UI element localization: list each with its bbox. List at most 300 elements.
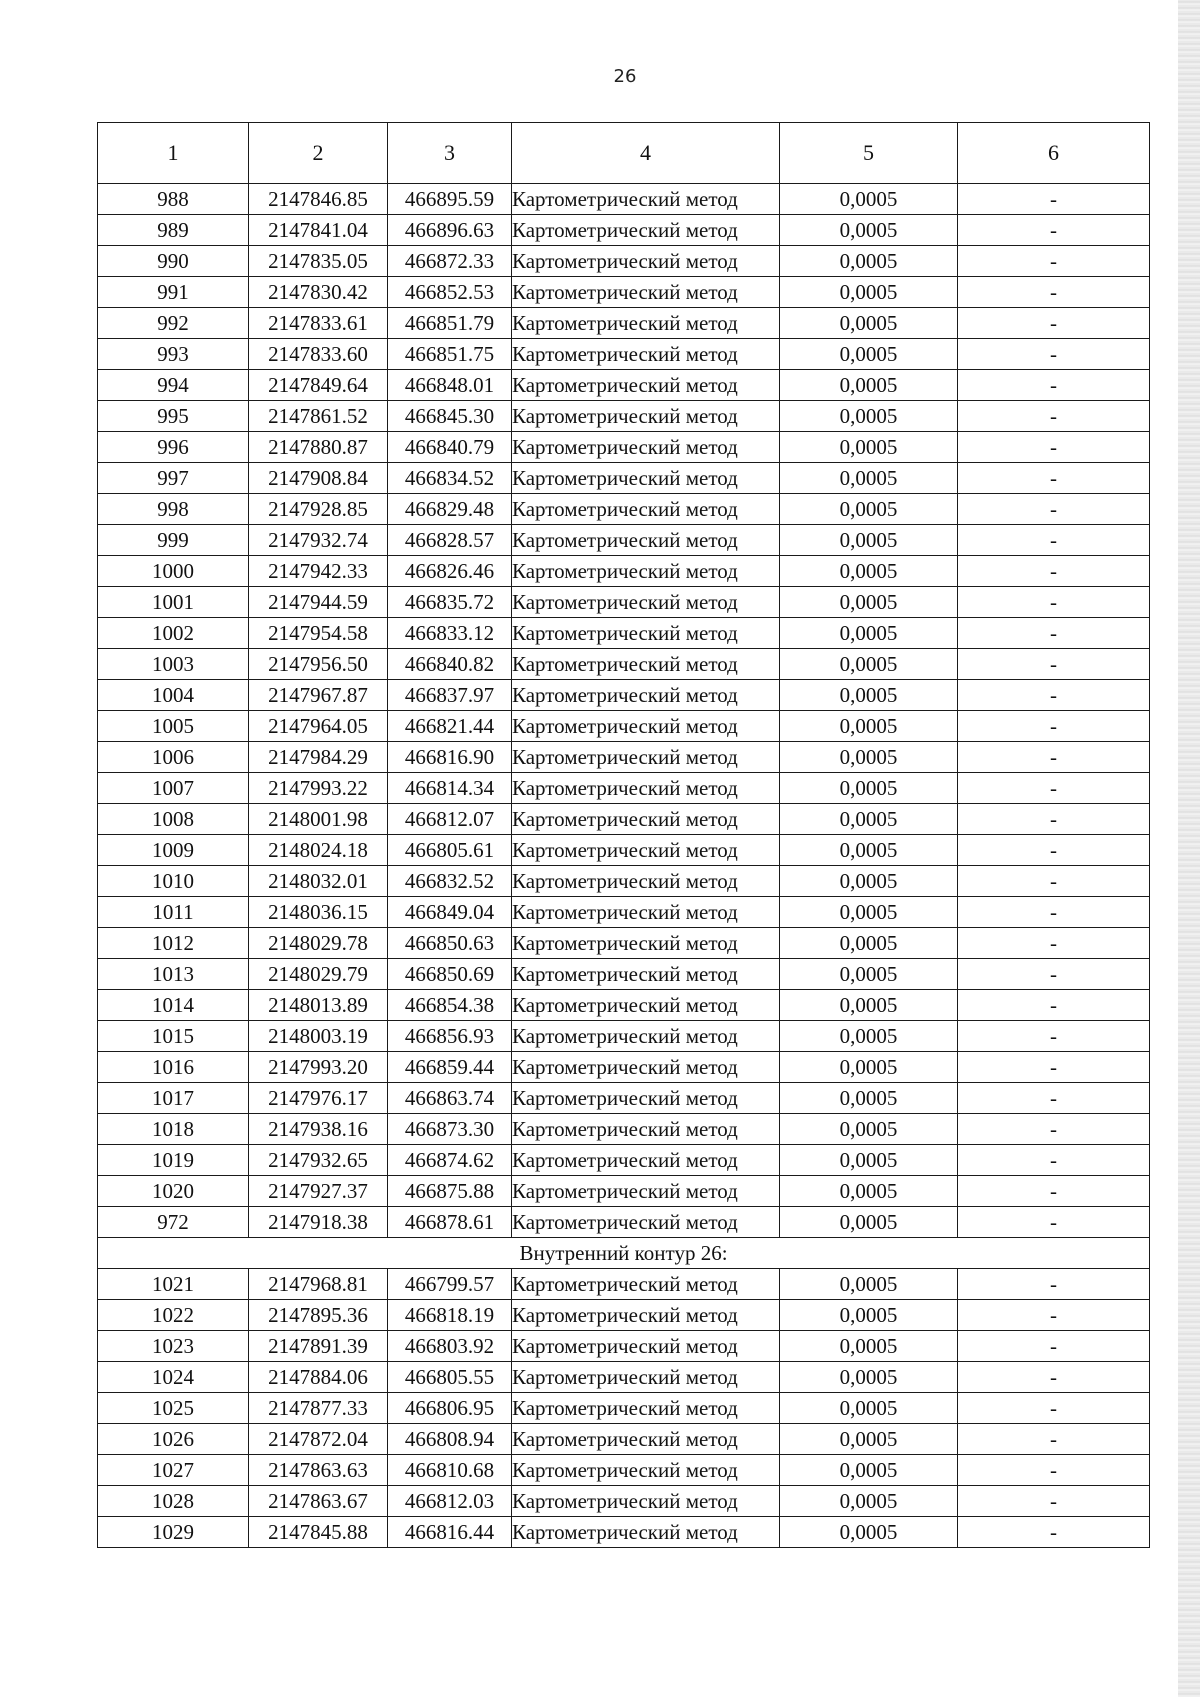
note-cell: - (958, 1114, 1150, 1145)
table-row (98, 773, 1150, 804)
point-number-cell: 991 (98, 277, 249, 308)
coord-y-cell: 466896.63 (388, 215, 512, 246)
coord-y-cell: 466832.52 (388, 866, 512, 897)
method-cell: Картометрический метод (512, 897, 780, 928)
method-cell: Картометрический метод (512, 1455, 780, 1486)
coord-y-cell: 466856.93 (388, 1021, 512, 1052)
header-col-6: 6 (958, 123, 1150, 184)
table-row (98, 1517, 1150, 1548)
accuracy-cell: 0,0005 (780, 866, 958, 897)
coord-y-cell: 466812.03 (388, 1486, 512, 1517)
point-number-cell: 1006 (98, 742, 249, 773)
note-cell: - (958, 1393, 1150, 1424)
coord-x-cell: 2147884.06 (249, 1362, 388, 1393)
coord-y-cell: 466806.95 (388, 1393, 512, 1424)
method-cell: Картометрический метод (512, 1083, 780, 1114)
point-number-cell: 993 (98, 339, 249, 370)
method-cell: Картометрический метод (512, 1145, 780, 1176)
table-row (98, 1269, 1150, 1300)
accuracy-cell: 0,0005 (780, 339, 958, 370)
note-cell: - (958, 1331, 1150, 1362)
method-cell: Картометрический метод (512, 649, 780, 680)
coord-y-cell: 466834.52 (388, 463, 512, 494)
inner-contour-rows (98, 1269, 1150, 1548)
note-cell: - (958, 835, 1150, 866)
table-row (98, 401, 1150, 432)
table-row (98, 1052, 1150, 1083)
coord-y-cell: 466828.57 (388, 525, 512, 556)
note-cell: - (958, 1424, 1150, 1455)
point-number-cell: 994 (98, 370, 249, 401)
point-number-cell: 1008 (98, 804, 249, 835)
method-cell: Картометрический метод (512, 804, 780, 835)
table-row (98, 618, 1150, 649)
method-cell: Картометрический метод (512, 432, 780, 463)
table-row (98, 1083, 1150, 1114)
table-row (98, 1331, 1150, 1362)
coord-y-cell: 466849.04 (388, 897, 512, 928)
coord-x-cell: 2147841.04 (249, 215, 388, 246)
method-cell: Картометрический метод (512, 835, 780, 866)
table-row (98, 587, 1150, 618)
method-cell: Картометрический метод (512, 587, 780, 618)
table-row (98, 1114, 1150, 1145)
point-number-cell: 1009 (98, 835, 249, 866)
accuracy-cell: 0,0005 (780, 215, 958, 246)
note-cell: - (958, 649, 1150, 680)
point-number-cell: 1012 (98, 928, 249, 959)
note-cell: - (958, 897, 1150, 928)
method-cell: Картометрический метод (512, 556, 780, 587)
method-cell: Картометрический метод (512, 928, 780, 959)
coord-x-cell: 2147932.65 (249, 1145, 388, 1176)
accuracy-cell: 0,0005 (780, 432, 958, 463)
coord-x-cell: 2147891.39 (249, 1331, 388, 1362)
method-cell: Картометрический метод (512, 1021, 780, 1052)
method-cell: Картометрический метод (512, 277, 780, 308)
accuracy-cell: 0,0005 (780, 1455, 958, 1486)
note-cell: - (958, 587, 1150, 618)
coord-y-cell: 466872.33 (388, 246, 512, 277)
method-cell: Картометрический метод (512, 463, 780, 494)
accuracy-cell: 0,0005 (780, 308, 958, 339)
accuracy-cell: 0,0005 (780, 1300, 958, 1331)
coord-x-cell: 2147918.38 (249, 1207, 388, 1238)
header-row (98, 123, 1150, 184)
header-col-2: 2 (249, 123, 388, 184)
accuracy-cell: 0,0005 (780, 494, 958, 525)
note-cell: - (958, 959, 1150, 990)
table-row (98, 711, 1150, 742)
method-cell: Картометрический метод (512, 246, 780, 277)
method-cell: Картометрический метод (512, 339, 780, 370)
accuracy-cell: 0,0005 (780, 401, 958, 432)
note-cell: - (958, 1052, 1150, 1083)
table-row (98, 1486, 1150, 1517)
note-cell: - (958, 432, 1150, 463)
table-row (98, 308, 1150, 339)
accuracy-cell: 0,0005 (780, 1114, 958, 1145)
coord-x-cell: 2148001.98 (249, 804, 388, 835)
table-row (98, 959, 1150, 990)
method-cell: Картометрический метод (512, 1114, 780, 1145)
coord-y-cell: 466810.68 (388, 1455, 512, 1486)
point-number-cell: 997 (98, 463, 249, 494)
accuracy-cell: 0,0005 (780, 1486, 958, 1517)
coord-x-cell: 2147928.85 (249, 494, 388, 525)
accuracy-cell: 0,0005 (780, 1269, 958, 1300)
point-number-cell: 988 (98, 184, 249, 215)
accuracy-cell: 0,0005 (780, 742, 958, 773)
point-number-cell: 1023 (98, 1331, 249, 1362)
coord-y-cell: 466812.07 (388, 804, 512, 835)
coord-y-cell: 466840.79 (388, 432, 512, 463)
note-cell: - (958, 618, 1150, 649)
table-row (98, 928, 1150, 959)
point-number-cell: 1017 (98, 1083, 249, 1114)
coord-x-cell: 2148032.01 (249, 866, 388, 897)
note-cell: - (958, 680, 1150, 711)
note-cell: - (958, 1021, 1150, 1052)
point-number-cell: 1026 (98, 1424, 249, 1455)
table-row (98, 1300, 1150, 1331)
accuracy-cell: 0,0005 (780, 1021, 958, 1052)
point-number-cell: 990 (98, 246, 249, 277)
accuracy-cell: 0,0005 (780, 1393, 958, 1424)
point-number-cell: 992 (98, 308, 249, 339)
table-row (98, 1207, 1150, 1238)
note-cell: - (958, 1486, 1150, 1517)
coord-y-cell: 466816.44 (388, 1517, 512, 1548)
table-row (98, 463, 1150, 494)
accuracy-cell: 0,0005 (780, 1331, 958, 1362)
note-cell: - (958, 339, 1150, 370)
coord-x-cell: 2147846.85 (249, 184, 388, 215)
coord-y-cell: 466854.38 (388, 990, 512, 1021)
table-row (98, 804, 1150, 835)
outer-contour-rows (98, 184, 1150, 1238)
coord-y-cell: 466814.34 (388, 773, 512, 804)
table-header (98, 123, 1150, 184)
note-cell: - (958, 184, 1150, 215)
method-cell: Картометрический метод (512, 401, 780, 432)
point-number-cell: 1025 (98, 1393, 249, 1424)
section-row (98, 1238, 1150, 1269)
note-cell: - (958, 1517, 1150, 1548)
coord-y-cell: 466863.74 (388, 1083, 512, 1114)
coord-x-cell: 2147993.20 (249, 1052, 388, 1083)
table-row (98, 277, 1150, 308)
method-cell: Картометрический метод (512, 1300, 780, 1331)
point-number-cell: 995 (98, 401, 249, 432)
point-number-cell: 1019 (98, 1145, 249, 1176)
table-row (98, 1021, 1150, 1052)
point-number-cell: 1014 (98, 990, 249, 1021)
header-col-1: 1 (98, 123, 249, 184)
point-number-cell: 972 (98, 1207, 249, 1238)
coord-x-cell: 2147964.05 (249, 711, 388, 742)
header-col-4: 4 (512, 123, 780, 184)
table-row (98, 246, 1150, 277)
header-col-5: 5 (780, 123, 958, 184)
table-row (98, 556, 1150, 587)
point-number-cell: 1020 (98, 1176, 249, 1207)
coord-y-cell: 466851.79 (388, 308, 512, 339)
method-cell: Картометрический метод (512, 959, 780, 990)
accuracy-cell: 0,0005 (780, 184, 958, 215)
point-number-cell: 1005 (98, 711, 249, 742)
scan-edge-strip (1178, 0, 1200, 1697)
point-number-cell: 1016 (98, 1052, 249, 1083)
note-cell: - (958, 1300, 1150, 1331)
note-cell: - (958, 401, 1150, 432)
point-number-cell: 1002 (98, 618, 249, 649)
note-cell: - (958, 1145, 1150, 1176)
note-cell: - (958, 1269, 1150, 1300)
point-number-cell: 1001 (98, 587, 249, 618)
method-cell: Картометрический метод (512, 711, 780, 742)
coord-y-cell: 466826.46 (388, 556, 512, 587)
table-row (98, 432, 1150, 463)
method-cell: Картометрический метод (512, 866, 780, 897)
accuracy-cell: 0,0005 (780, 1424, 958, 1455)
section-divider (98, 1238, 1150, 1269)
coordinates-table (97, 122, 1150, 1548)
table-row (98, 1176, 1150, 1207)
point-number-cell: 1011 (98, 897, 249, 928)
note-cell: - (958, 1455, 1150, 1486)
table-row (98, 866, 1150, 897)
coord-y-cell: 466850.69 (388, 959, 512, 990)
table-row (98, 1362, 1150, 1393)
coord-y-cell: 466805.55 (388, 1362, 512, 1393)
point-number-cell: 1027 (98, 1455, 249, 1486)
coord-x-cell: 2147984.29 (249, 742, 388, 773)
coord-x-cell: 2147833.61 (249, 308, 388, 339)
coord-y-cell: 466874.62 (388, 1145, 512, 1176)
coord-x-cell: 2147967.87 (249, 680, 388, 711)
coord-y-cell: 466821.44 (388, 711, 512, 742)
table-row (98, 742, 1150, 773)
note-cell: - (958, 1207, 1150, 1238)
coord-y-cell: 466895.59 (388, 184, 512, 215)
accuracy-cell: 0,0005 (780, 680, 958, 711)
note-cell: - (958, 308, 1150, 339)
coord-x-cell: 2147942.33 (249, 556, 388, 587)
coord-x-cell: 2147872.04 (249, 1424, 388, 1455)
method-cell: Картометрический метод (512, 618, 780, 649)
accuracy-cell: 0,0005 (780, 1052, 958, 1083)
accuracy-cell: 0,0005 (780, 649, 958, 680)
point-number-cell: 1013 (98, 959, 249, 990)
coord-x-cell: 2147908.84 (249, 463, 388, 494)
coord-x-cell: 2147845.88 (249, 1517, 388, 1548)
accuracy-cell: 0,0005 (780, 990, 958, 1021)
point-number-cell: 996 (98, 432, 249, 463)
table-row (98, 494, 1150, 525)
accuracy-cell: 0,0005 (780, 804, 958, 835)
coord-x-cell: 2147954.58 (249, 618, 388, 649)
note-cell: - (958, 246, 1150, 277)
note-cell: - (958, 773, 1150, 804)
coord-y-cell: 466840.82 (388, 649, 512, 680)
note-cell: - (958, 711, 1150, 742)
method-cell: Картометрический метод (512, 215, 780, 246)
accuracy-cell: 0,0005 (780, 463, 958, 494)
table-row (98, 1455, 1150, 1486)
coord-x-cell: 2147968.81 (249, 1269, 388, 1300)
coord-y-cell: 466818.19 (388, 1300, 512, 1331)
coord-x-cell: 2147927.37 (249, 1176, 388, 1207)
method-cell: Картометрический метод (512, 370, 780, 401)
table-row (98, 370, 1150, 401)
table-row (98, 649, 1150, 680)
point-number-cell: 1015 (98, 1021, 249, 1052)
note-cell: - (958, 277, 1150, 308)
header-col-3: 3 (388, 123, 512, 184)
point-number-cell: 999 (98, 525, 249, 556)
table-row (98, 525, 1150, 556)
coord-y-cell: 466799.57 (388, 1269, 512, 1300)
accuracy-cell: 0,0005 (780, 835, 958, 866)
point-number-cell: 1024 (98, 1362, 249, 1393)
coord-y-cell: 466859.44 (388, 1052, 512, 1083)
coord-x-cell: 2147863.67 (249, 1486, 388, 1517)
note-cell: - (958, 1176, 1150, 1207)
accuracy-cell: 0,0005 (780, 897, 958, 928)
note-cell: - (958, 866, 1150, 897)
coord-y-cell: 466852.53 (388, 277, 512, 308)
method-cell: Картометрический метод (512, 1052, 780, 1083)
coord-x-cell: 2148013.89 (249, 990, 388, 1021)
coord-x-cell: 2147880.87 (249, 432, 388, 463)
note-cell: - (958, 742, 1150, 773)
table-row (98, 835, 1150, 866)
coord-y-cell: 466803.92 (388, 1331, 512, 1362)
accuracy-cell: 0,0005 (780, 1207, 958, 1238)
note-cell: - (958, 494, 1150, 525)
coord-x-cell: 2147976.17 (249, 1083, 388, 1114)
accuracy-cell: 0,0005 (780, 773, 958, 804)
coord-x-cell: 2147863.63 (249, 1455, 388, 1486)
method-cell: Картометрический метод (512, 1331, 780, 1362)
coord-y-cell: 466848.01 (388, 370, 512, 401)
coord-x-cell: 2147861.52 (249, 401, 388, 432)
point-number-cell: 1021 (98, 1269, 249, 1300)
method-cell: Картометрический метод (512, 525, 780, 556)
note-cell: - (958, 525, 1150, 556)
method-cell: Картометрический метод (512, 1424, 780, 1455)
coord-y-cell: 466873.30 (388, 1114, 512, 1145)
coord-y-cell: 466816.90 (388, 742, 512, 773)
point-number-cell: 1028 (98, 1486, 249, 1517)
note-cell: - (958, 1362, 1150, 1393)
table-row (98, 215, 1150, 246)
coord-x-cell: 2147835.05 (249, 246, 388, 277)
table-row (98, 1424, 1150, 1455)
table-row (98, 1393, 1150, 1424)
table-row (98, 184, 1150, 215)
table-row (98, 1145, 1150, 1176)
note-cell: - (958, 1083, 1150, 1114)
note-cell: - (958, 804, 1150, 835)
accuracy-cell: 0,0005 (780, 1176, 958, 1207)
page-number: 26 (613, 66, 637, 87)
note-cell: - (958, 556, 1150, 587)
coord-x-cell: 2147938.16 (249, 1114, 388, 1145)
point-number-cell: 998 (98, 494, 249, 525)
table-row (98, 680, 1150, 711)
coord-y-cell: 466845.30 (388, 401, 512, 432)
point-number-cell: 1000 (98, 556, 249, 587)
method-cell: Картометрический метод (512, 1486, 780, 1517)
coord-x-cell: 2147849.64 (249, 370, 388, 401)
coord-y-cell: 466878.61 (388, 1207, 512, 1238)
accuracy-cell: 0,0005 (780, 587, 958, 618)
method-cell: Картометрический метод (512, 1362, 780, 1393)
note-cell: - (958, 990, 1150, 1021)
coord-x-cell: 2147956.50 (249, 649, 388, 680)
accuracy-cell: 0,0005 (780, 556, 958, 587)
coord-y-cell: 466837.97 (388, 680, 512, 711)
coord-y-cell: 466850.63 (388, 928, 512, 959)
point-number-cell: 1018 (98, 1114, 249, 1145)
point-number-cell: 1022 (98, 1300, 249, 1331)
coord-x-cell: 2147830.42 (249, 277, 388, 308)
method-cell: Картометрический метод (512, 990, 780, 1021)
point-number-cell: 1029 (98, 1517, 249, 1548)
point-number-cell: 989 (98, 215, 249, 246)
coord-x-cell: 2147833.60 (249, 339, 388, 370)
point-number-cell: 1004 (98, 680, 249, 711)
coord-y-cell: 466808.94 (388, 1424, 512, 1455)
coord-x-cell: 2147932.74 (249, 525, 388, 556)
accuracy-cell: 0,0005 (780, 277, 958, 308)
table-row (98, 339, 1150, 370)
coord-y-cell: 466851.75 (388, 339, 512, 370)
accuracy-cell: 0,0005 (780, 618, 958, 649)
accuracy-cell: 0,0005 (780, 246, 958, 277)
coord-x-cell: 2147993.22 (249, 773, 388, 804)
accuracy-cell: 0,0005 (780, 928, 958, 959)
note-cell: - (958, 463, 1150, 494)
method-cell: Картометрический метод (512, 680, 780, 711)
method-cell: Картометрический метод (512, 1207, 780, 1238)
coord-y-cell: 466875.88 (388, 1176, 512, 1207)
coord-x-cell: 2148029.78 (249, 928, 388, 959)
note-cell: - (958, 215, 1150, 246)
coord-x-cell: 2148024.18 (249, 835, 388, 866)
point-number-cell: 1003 (98, 649, 249, 680)
point-number-cell: 1007 (98, 773, 249, 804)
method-cell: Картометрический метод (512, 1269, 780, 1300)
coord-x-cell: 2147944.59 (249, 587, 388, 618)
note-cell: - (958, 928, 1150, 959)
accuracy-cell: 0,0005 (780, 1517, 958, 1548)
coord-x-cell: 2148036.15 (249, 897, 388, 928)
method-cell: Картометрический метод (512, 773, 780, 804)
method-cell: Картометрический метод (512, 1176, 780, 1207)
accuracy-cell: 0,0005 (780, 370, 958, 401)
method-cell: Картометрический метод (512, 184, 780, 215)
coord-y-cell: 466805.61 (388, 835, 512, 866)
accuracy-cell: 0,0005 (780, 1145, 958, 1176)
method-cell: Картометрический метод (512, 1393, 780, 1424)
coord-x-cell: 2148003.19 (249, 1021, 388, 1052)
coord-y-cell: 466833.12 (388, 618, 512, 649)
accuracy-cell: 0,0005 (780, 525, 958, 556)
table-row (98, 990, 1150, 1021)
